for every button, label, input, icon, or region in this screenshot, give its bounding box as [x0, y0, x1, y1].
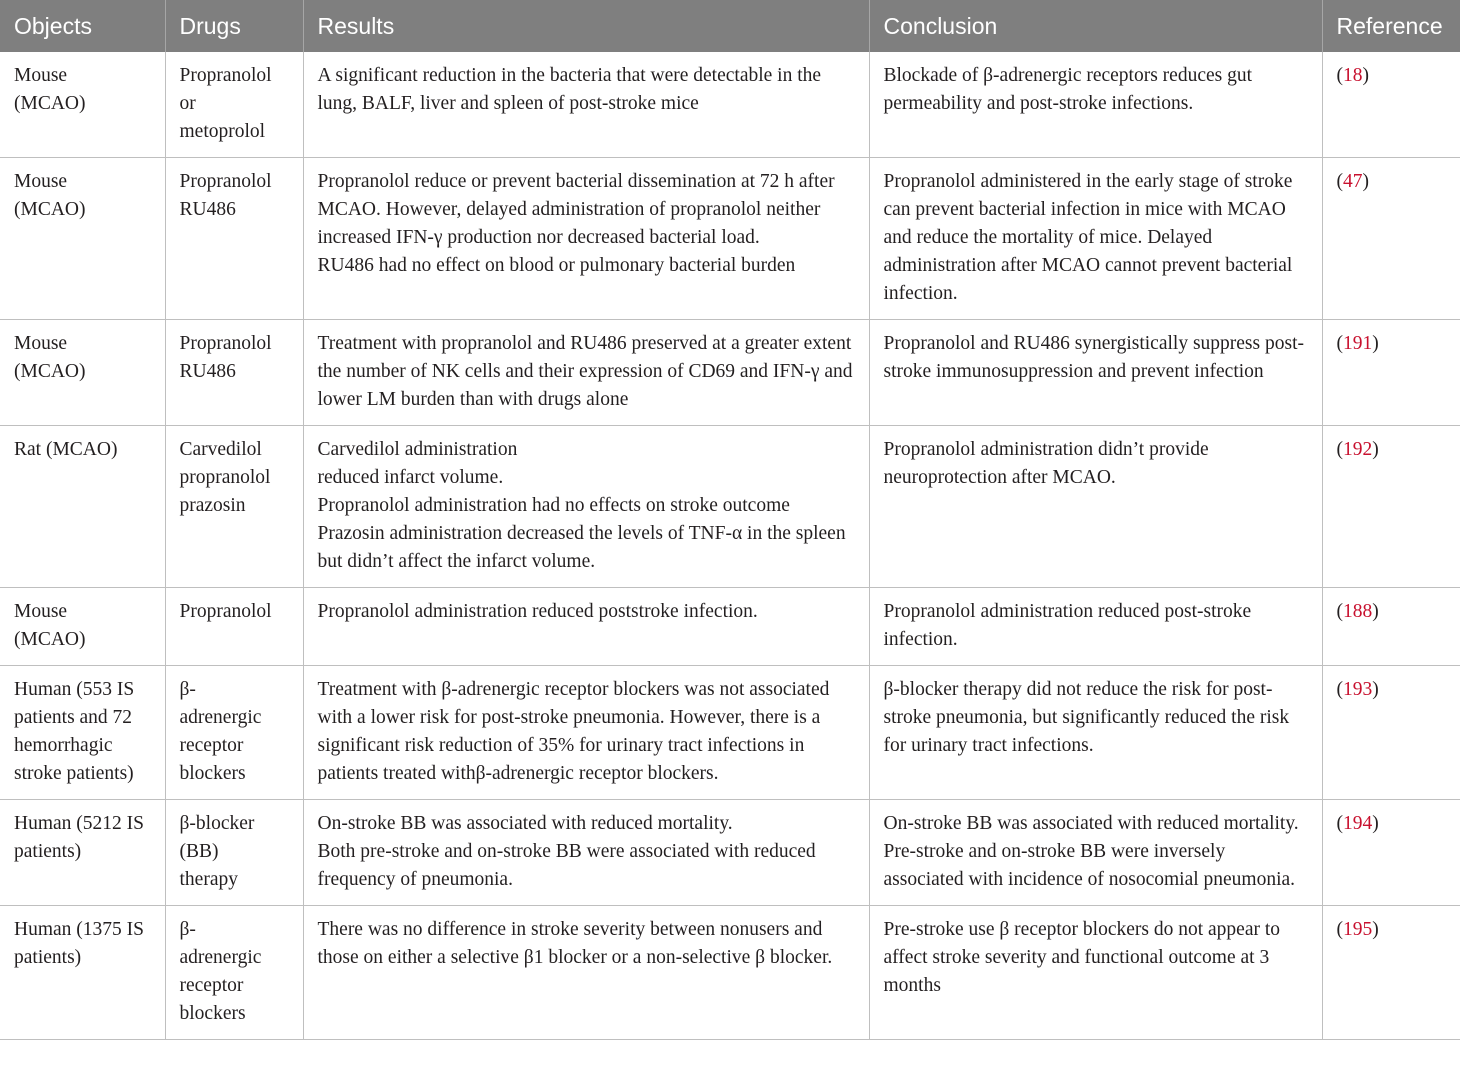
- header-conclusion: Conclusion: [869, 0, 1322, 52]
- cell-results: A significant reduction in the bacteria that were detectable in the lung, BALF, liver and spleen of post-stroke mice: [303, 52, 869, 158]
- cell-reference: (192): [1322, 426, 1460, 588]
- cell-results: On-stroke BB was associated with reduced mortality. Both pre-stroke and on-stroke BB were associated with reduced frequency of pneumonia.: [303, 800, 869, 906]
- cell-drugs: Propranolol RU486: [165, 320, 303, 426]
- table-row: [0, 800, 1460, 906]
- reference-link[interactable]: 192: [1343, 439, 1373, 460]
- table-body: [0, 52, 1460, 1040]
- header-results: Results: [303, 0, 869, 52]
- reference-link[interactable]: 188: [1343, 601, 1373, 622]
- cell-objects: Human (5212 IS patients): [0, 800, 165, 906]
- cell-results: Treatment with propranolol and RU486 preserved at a greater extent the number of NK cells and their expression of CD69 and IFN-γ and lower LM burden than with drugs alone: [303, 320, 869, 426]
- cell-results: There was no difference in stroke severity between nonusers and those on either a selective β1 blocker or a non-selective β blocker.: [303, 906, 869, 1040]
- cell-results: Treatment with β-adrenergic receptor blockers was not associated with a lower risk for post-stroke pneumonia. However, there is a significant risk reduction of 35% for urinary tract infections in patients treated withβ-adrenergic receptor blockers.: [303, 666, 869, 800]
- cell-drugs: Propranolol RU486: [165, 158, 303, 320]
- reference-link[interactable]: 191: [1343, 333, 1373, 354]
- table-row: [0, 52, 1460, 158]
- header-reference: Reference: [1322, 0, 1460, 52]
- cell-reference: (18): [1322, 52, 1460, 158]
- cell-conclusion: β-blocker therapy did not reduce the risk for post-stroke pneumonia, but significantly reduced the risk for urinary tract infections.: [869, 666, 1322, 800]
- cell-results: Propranolol reduce or prevent bacterial dissemination at 72 h after MCAO. However, delayed administration of propranolol neither increased IFN-γ production nor decreased bacterial load. RU486 had no effect on blood or pulmonary bacterial burden: [303, 158, 869, 320]
- cell-objects: Mouse (MCAO): [0, 320, 165, 426]
- cell-conclusion: Propranolol administered in the early stage of stroke can prevent bacterial infection in mice with MCAO and reduce the mortality of mice. Delayed administration after MCAO cannot prevent bacterial infection.: [869, 158, 1322, 320]
- cell-drugs: β- adrenergic receptor blockers: [165, 906, 303, 1040]
- table-row: [0, 666, 1460, 800]
- reference-link[interactable]: 47: [1343, 171, 1363, 192]
- cell-results: Propranolol administration reduced poststroke infection.: [303, 588, 869, 666]
- cell-reference: (195): [1322, 906, 1460, 1040]
- cell-objects: Rat (MCAO): [0, 426, 165, 588]
- cell-conclusion: Pre-stroke use β receptor blockers do not appear to affect stroke severity and functional outcome at 3 months: [869, 906, 1322, 1040]
- table-row: [0, 158, 1460, 320]
- cell-drugs: β-blocker (BB) therapy: [165, 800, 303, 906]
- cell-objects: Human (1375 IS patients): [0, 906, 165, 1040]
- cell-drugs: Propranolol: [165, 588, 303, 666]
- reference-link[interactable]: 194: [1343, 813, 1373, 834]
- header-drugs: Drugs: [165, 0, 303, 52]
- cell-reference: (188): [1322, 588, 1460, 666]
- cell-conclusion: Blockade of β-adrenergic receptors reduces gut permeability and post-stroke infections.: [869, 52, 1322, 158]
- cell-conclusion: Propranolol administration reduced post-stroke infection.: [869, 588, 1322, 666]
- table-header: [0, 0, 1460, 52]
- header-objects: Objects: [0, 0, 165, 52]
- cell-conclusion: On-stroke BB was associated with reduced mortality. Pre-stroke and on-stroke BB were inversely associated with incidence of nosocomial pneumonia.: [869, 800, 1322, 906]
- cell-conclusion: Propranolol administration didn’t provide neuroprotection after MCAO.: [869, 426, 1322, 588]
- cell-conclusion: Propranolol and RU486 synergistically suppress post-stroke immunosuppression and prevent infection: [869, 320, 1322, 426]
- cell-reference: (194): [1322, 800, 1460, 906]
- reference-link[interactable]: 18: [1343, 65, 1363, 86]
- table-row: [0, 426, 1460, 588]
- table-row: [0, 320, 1460, 426]
- cell-drugs: Carvedilol propranolol prazosin: [165, 426, 303, 588]
- cell-objects: Mouse (MCAO): [0, 52, 165, 158]
- cell-reference: (193): [1322, 666, 1460, 800]
- cell-objects: Human (553 IS patients and 72 hemorrhagic stroke patients): [0, 666, 165, 800]
- table-row: [0, 906, 1460, 1040]
- cell-reference: (47): [1322, 158, 1460, 320]
- table-row: [0, 588, 1460, 666]
- header-row: [0, 0, 1460, 52]
- cell-results: Carvedilol administration reduced infarct volume. Propranolol administration had no effects on stroke outcome Prazosin administration decreased the levels of TNF-α in the spleen but didn’t affect the infarct volume.: [303, 426, 869, 588]
- cell-drugs: Propranolol or metoprolol: [165, 52, 303, 158]
- cell-objects: Mouse (MCAO): [0, 588, 165, 666]
- reference-link[interactable]: 195: [1343, 919, 1373, 940]
- reference-link[interactable]: 193: [1343, 679, 1373, 700]
- cell-reference: (191): [1322, 320, 1460, 426]
- cell-objects: Mouse (MCAO): [0, 158, 165, 320]
- cell-drugs: β- adrenergic receptor blockers: [165, 666, 303, 800]
